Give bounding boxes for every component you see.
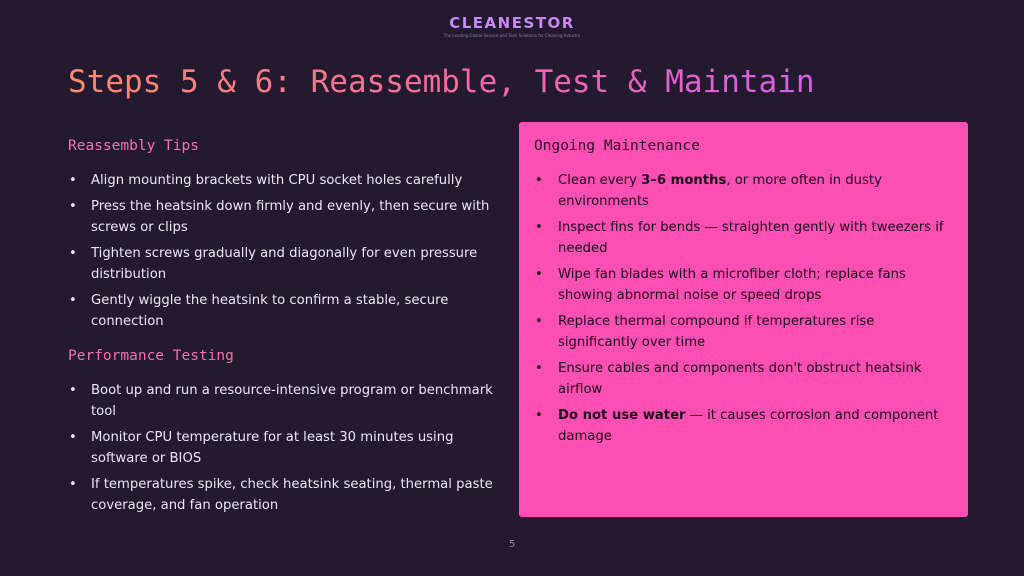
list-item: • Align mounting brackets with CPU socket holes carefully (68, 170, 498, 191)
list-item: • Boot up and run a resource-intensive program or benchmark tool (68, 380, 498, 422)
list-item: • Gently wiggle the heatsink to confirm a stable, secure connection (68, 290, 498, 332)
list-item: • Inspect fins for bends — straighten gently with tweezers if needed (534, 217, 950, 259)
slide-title: Steps 5 & 6: Reassemble, Test & Maintain (68, 64, 815, 100)
page-number: 5 (508, 539, 516, 550)
list-item: • Monitor CPU temperature for at least 30 minutes using software or BIOS (68, 427, 498, 469)
brand-logo (0, 14, 1024, 39)
brand-tagline: The Leading Global Service and Tech Solutions for Cleaning Industry (443, 33, 581, 38)
list-item: • Ensure cables and components don't obstruct heatsink airflow (534, 358, 950, 400)
list-item: • Wipe fan blades with a microfiber cloth; replace fans showing abnormal noise or speed drops (534, 264, 950, 306)
list-item: • Press the heatsink down firmly and evenly, then secure with screws or clips (68, 196, 498, 238)
left-column (68, 136, 498, 521)
list-item: • Clean every 3–6 months, or more often in dusty environments (534, 170, 950, 212)
testing-heading: Performance Testing (68, 348, 234, 364)
maintenance-list (534, 170, 950, 447)
list-item: • Tighten screws gradually and diagonally for even pressure distribution (68, 243, 498, 285)
maintenance-card (519, 122, 968, 517)
testing-list (68, 380, 498, 516)
list-item: • If temperatures spike, check heatsink seating, thermal paste coverage, and fan operation (68, 474, 498, 516)
maintenance-heading: Ongoing Maintenance (534, 138, 700, 154)
list-item: • Replace thermal compound if temperatures rise significantly over time (534, 311, 950, 353)
brand-name: CLEANESTOR (0, 14, 1024, 32)
reassembly-list (68, 170, 498, 332)
list-item: • Do not use water — it causes corrosion and component damage (534, 405, 950, 447)
reassembly-heading: Reassembly Tips (68, 138, 199, 154)
